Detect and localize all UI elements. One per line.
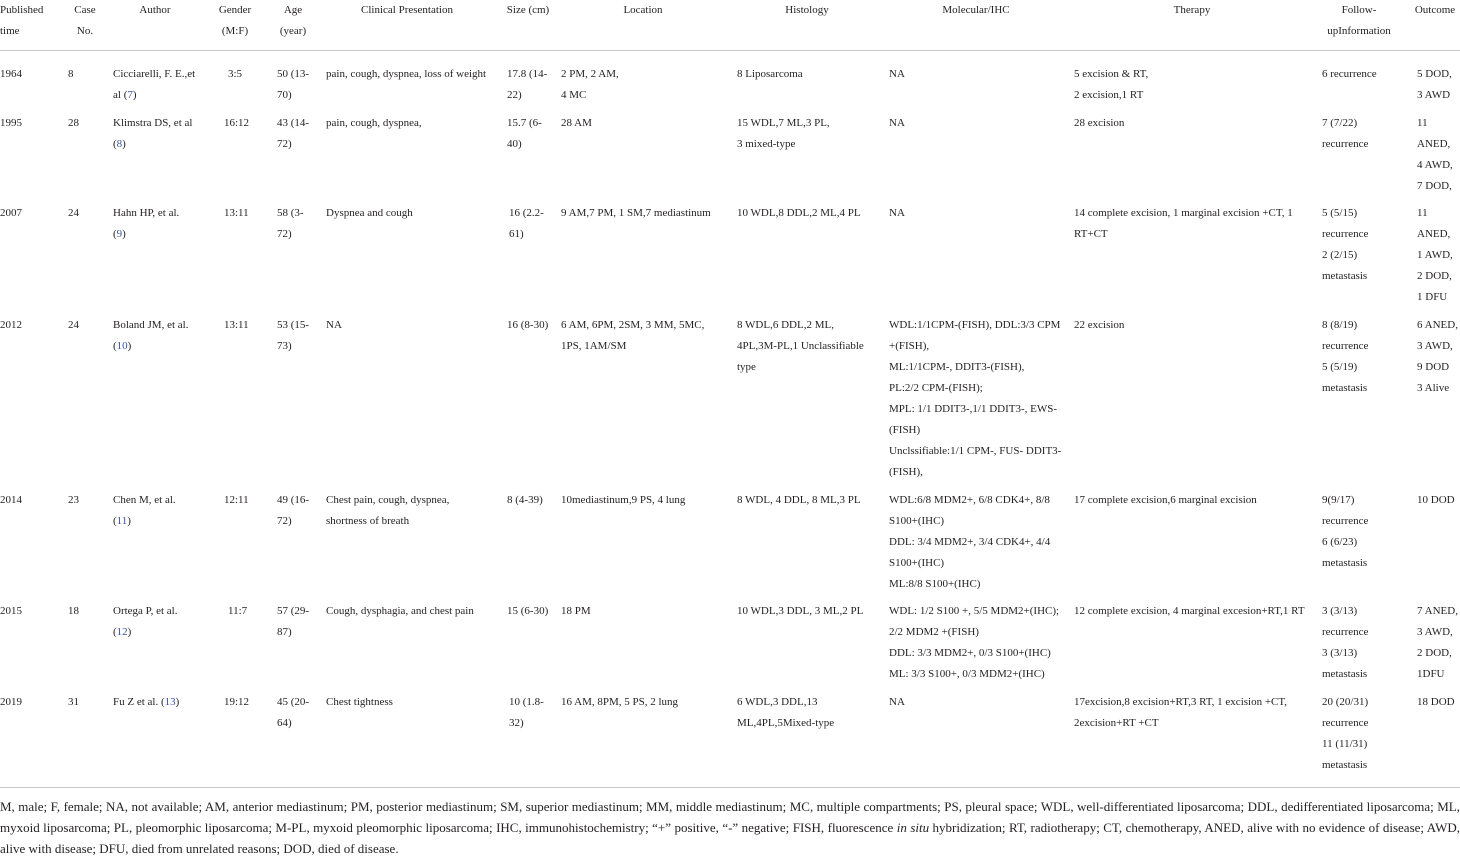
header-histology: Histology xyxy=(785,4,829,16)
location: 18 PM xyxy=(561,605,591,617)
outcome: 10 DOD xyxy=(1417,494,1455,506)
header-author: Author xyxy=(139,4,171,16)
header-location: Location xyxy=(623,4,663,16)
histology: 10 WDL,3 DDL, 3 ML,2 PL xyxy=(737,605,864,617)
case-no: 31 xyxy=(68,696,79,708)
therapy: 17 complete excision,6 marginal excision xyxy=(1074,494,1257,506)
header-followup: Follow- upInformation xyxy=(1327,4,1391,37)
location: 16 AM, 8PM, 5 PS, 2 lung xyxy=(561,696,679,708)
outcome: 5 DOD, 3 AWD xyxy=(1417,68,1452,101)
therapy: 28 excision xyxy=(1074,117,1125,129)
gender: 16:12 xyxy=(224,117,250,129)
case-no: 8 xyxy=(68,68,74,80)
published-time: 1995 xyxy=(0,117,22,129)
case-no: 24 xyxy=(68,207,79,219)
published-time: 2012 xyxy=(0,319,22,331)
gender: 13:11 xyxy=(224,319,249,331)
case-no: 28 xyxy=(68,117,79,129)
case-no: 24 xyxy=(68,319,79,331)
reference-link[interactable]: 11 xyxy=(116,515,128,527)
header-size: Size (cm) xyxy=(506,4,550,16)
size: 16 (8-30) xyxy=(507,319,549,331)
age: 58 (3- 72) xyxy=(277,207,304,240)
reference-link[interactable]: 7 xyxy=(127,89,133,101)
header-clinical-presentation: Clinical Presentation xyxy=(361,4,453,16)
follow-up: 8 (8/19) recurrence 5 (5/19) metastasis xyxy=(1322,319,1369,394)
published-time: 2007 xyxy=(0,207,22,219)
follow-up: 7 (7/22) recurrence xyxy=(1322,117,1369,150)
therapy: 5 excision & RT, 2 excision,1 RT xyxy=(1074,68,1149,101)
molecular-ihc: NA xyxy=(889,207,905,219)
clinical-presentation: Chest tightness xyxy=(326,696,393,708)
author: Boland JM, et al. (10) xyxy=(113,319,189,352)
published-time: 1964 xyxy=(0,68,22,80)
follow-up: 20 (20/31) recurrence 11 (11/31) metastasis xyxy=(1322,696,1369,771)
author: Cicciarelli, F. E.,et al (7) xyxy=(113,68,196,101)
histology: 6 WDL,3 DDL,13 ML,4PL,5Mixed-type xyxy=(737,696,835,729)
table-footnote: M, male; F, female; NA, not available; AM, anterior mediastinum; PM, posterior mediastinum; SM, superior mediastinum; MM, middle mediastinum; MC, multiple compartments; PS, pleural space; WDL, well-differentiated liposarcoma; DDL, dedifferentiated liposarcoma; ML, myxoid liposarcoma; PL, pleomorphic liposarcoma; M-PL, myxoid pleomorphic liposarcoma; IHC, immunohistochemistry; “+” positive, “-” negative; FISH, fluorescence in situ hybridization; RT, radiotherapy; CT, chemotherapy, ANED, alive with no evidence of disease; AWD, alive with disease; DFU, died from unrelated reasons; DOD, died of disease. xyxy=(0,799,1460,856)
location: 10mediastinum,9 PS, 4 lung xyxy=(561,494,686,506)
molecular-ihc: WDL:6/8 MDM2+, 6/8 CDK4+, 8/8 S100+(IHC) DDL: 3/4 MDM2+, 3/4 CDK4+, 4/4 S100+(IHC) ML:8/8 S100+(IHC) xyxy=(889,494,1051,590)
clinical-presentation: Chest pain, cough, dyspnea, shortness of breath xyxy=(326,494,450,527)
clinical-presentation: Dyspnea and cough xyxy=(326,207,413,219)
therapy: 22 excision xyxy=(1074,319,1125,331)
clinical-presentation: pain, cough, dyspnea, loss of weight xyxy=(326,68,487,80)
outcome: 11 ANED, 4 AWD, 7 DOD, xyxy=(1417,117,1453,192)
case-no: 18 xyxy=(68,605,79,617)
histology: 8 WDL,6 DDL,2 ML, 4PL,3M-PL,1 Unclassifiable type xyxy=(737,319,864,373)
size: 15.7 (6- 40) xyxy=(507,117,542,150)
location: 2 PM, 2 AM, 4 MC xyxy=(561,68,619,101)
molecular-ihc: NA xyxy=(889,68,905,80)
molecular-ihc: NA xyxy=(889,117,905,129)
header-published: Published time xyxy=(0,4,44,37)
gender: 11:7 xyxy=(228,605,248,617)
location: 9 AM,7 PM, 1 SM,7 mediastinum xyxy=(561,207,711,219)
reference-link[interactable]: 9 xyxy=(116,228,123,240)
outcome: 18 DOD xyxy=(1417,696,1455,708)
header-outcome: Outcome xyxy=(1414,4,1456,16)
age: 43 (14- 72) xyxy=(277,117,310,150)
header-divider xyxy=(0,50,1460,51)
size: 15 (6-30) xyxy=(507,605,549,617)
therapy: 14 complete excision, 1 marginal excision +CT, 1 RT+CT xyxy=(1074,207,1293,240)
location: 6 AM, 6PM, 2SM, 3 MM, 5MC, 1PS, 1AM/SM xyxy=(561,319,705,352)
follow-up: 6 recurrence xyxy=(1322,68,1377,80)
therapy: 12 complete excision, 4 marginal excesion+RT,1 RT xyxy=(1074,605,1305,617)
reference-link[interactable]: 12 xyxy=(116,626,128,638)
published-time: 2014 xyxy=(0,494,22,506)
author: Fu Z et al. (13) xyxy=(113,696,180,708)
age: 57 (29- 87) xyxy=(277,605,310,638)
clinical-presentation: Cough, dysphagia, and chest pain xyxy=(326,605,474,617)
age: 49 (16- 72) xyxy=(277,494,310,527)
gender: 12:11 xyxy=(224,494,249,506)
size: 8 (4-39) xyxy=(507,494,543,506)
header-gender: Gender (M:F) xyxy=(218,4,252,37)
location: 28 AM xyxy=(561,117,592,129)
histology: 15 WDL,7 ML,3 PL, 3 mixed-type xyxy=(737,117,830,150)
gender: 3:5 xyxy=(228,68,243,80)
molecular-ihc: NA xyxy=(889,696,905,708)
published-time: 2019 xyxy=(0,696,22,708)
footer-divider xyxy=(0,787,1460,788)
molecular-ihc: WDL: 1/2 S100 +, 5/5 MDM2+(IHC); 2/2 MDM2 +(FISH) DDL: 3/3 MDM2+, 0/3 S100+(IHC) ML: 3/3 S100+, 0/3 MDM2+(IHC) xyxy=(889,605,1060,680)
age: 45 (20- 64) xyxy=(277,696,310,729)
reference-link[interactable]: 10 xyxy=(116,340,128,352)
follow-up: 5 (5/15) recurrence 2 (2/15) metastasis xyxy=(1322,207,1369,282)
header-age: Age (year) xyxy=(279,4,307,37)
author: Klimstra DS, et al (8) xyxy=(113,117,193,150)
header-therapy: Therapy xyxy=(1173,4,1211,16)
header-case-no: Case No. xyxy=(74,4,96,37)
clinical-presentation: pain, cough, dyspnea, xyxy=(326,117,422,129)
reference-link[interactable]: 8 xyxy=(116,138,123,150)
header-molecular-ihc: Molecular/IHC xyxy=(942,4,1010,16)
follow-up: 9(9/17) recurrence 6 (6/23) metastasis xyxy=(1322,494,1369,569)
histology: 10 WDL,8 DDL,2 ML,4 PL xyxy=(737,207,861,219)
outcome: 7 ANED, 3 AWD, 2 DOD, 1DFU xyxy=(1417,605,1458,680)
follow-up: 3 (3/13) recurrence 3 (3/13) metastasis xyxy=(1322,605,1369,680)
age: 53 (15- 73) xyxy=(277,319,310,352)
size: 16 (2.2- 61) xyxy=(509,207,544,240)
age: 50 (13- 70) xyxy=(277,68,310,101)
histology: 8 WDL, 4 DDL, 8 ML,3 PL xyxy=(737,494,861,506)
author: Hahn HP, et al. (9) xyxy=(113,207,180,240)
outcome: 6 ANED, 3 AWD, 9 DOD 3 Alive xyxy=(1417,319,1458,394)
clinical-presentation: NA xyxy=(326,319,342,331)
outcome: 11 ANED, 1 AWD, 2 DOD, 1 DFU xyxy=(1417,207,1453,303)
histology: 8 Liposarcoma xyxy=(737,68,803,80)
reference-link[interactable]: 13 xyxy=(164,696,176,708)
published-time: 2015 xyxy=(0,605,22,617)
case-no: 23 xyxy=(68,494,79,506)
molecular-ihc: WDL:1/1CPM-(FISH), DDL:3/3 CPM +(FISH), ML:1/1CPM-, DDIT3-(FISH), PL:2/2 CPM-(FISH); MPL: 1/1 DDIT3-,1/1 DDIT3-, EWS- (FISH) Unclssifiable:1/1 CPM-, FUS- DDIT3- (FISH), xyxy=(889,319,1062,478)
size: 10 (1.8- 32) xyxy=(509,696,544,729)
author: Chen M, et al. (11) xyxy=(113,494,176,527)
author: Ortega P, et al. (12) xyxy=(113,605,178,638)
therapy: 17excision,8 excision+RT,3 RT, 1 excision +CT, 2excision+RT +CT xyxy=(1074,696,1288,729)
gender: 13:11 xyxy=(224,207,249,219)
size: 17.8 (14- 22) xyxy=(507,68,548,101)
gender: 19:12 xyxy=(224,696,250,708)
